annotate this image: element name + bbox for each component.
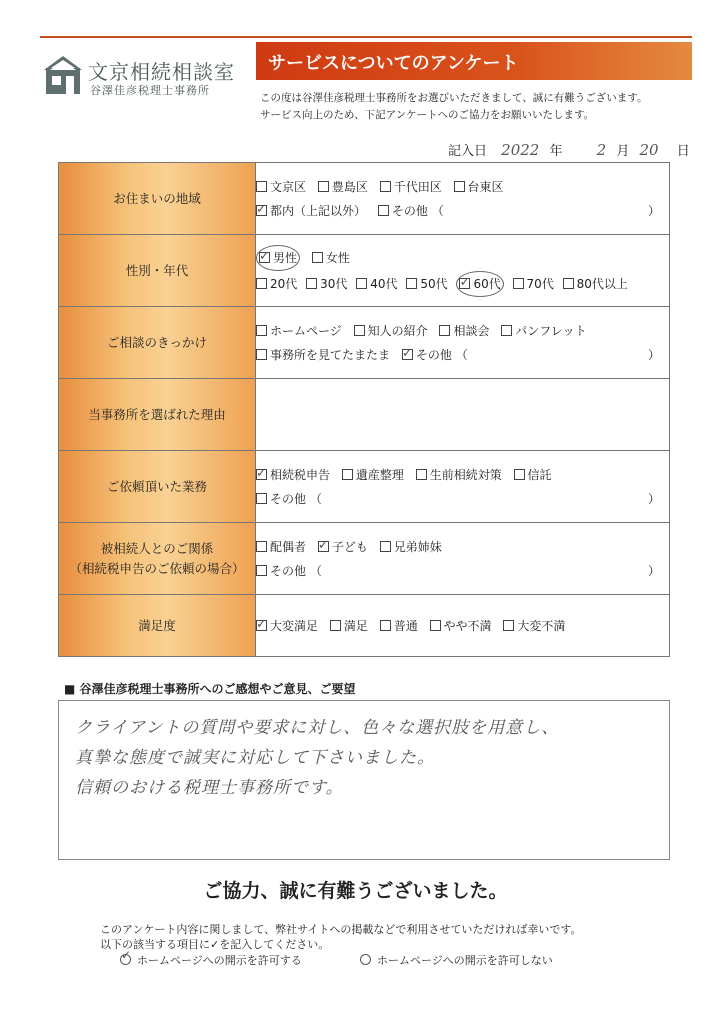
paren-close: ）	[648, 347, 661, 362]
checkbox[interactable]	[354, 325, 365, 336]
date-label: 記入日	[448, 144, 488, 159]
option-70s[interactable]: 70代	[513, 272, 554, 296]
day-label: 日	[676, 144, 690, 159]
option-bunkyo[interactable]: 文京区	[256, 175, 306, 199]
checkbox[interactable]	[380, 541, 391, 552]
option-chiyoda[interactable]: 千代田区	[380, 175, 442, 199]
option-neutral[interactable]: 普通	[380, 614, 418, 638]
option-tonai[interactable]: ✓都内（上記以外）	[256, 199, 366, 223]
checkbox[interactable]	[439, 325, 450, 336]
year-label: 年	[549, 144, 563, 159]
checkbox-checked[interactable]	[402, 349, 413, 360]
option-child[interactable]: ✓ 子ども	[318, 535, 368, 559]
option-sibling[interactable]: 兄弟姉妹	[380, 535, 442, 559]
checkbox-checked[interactable]	[318, 541, 329, 552]
option-50s[interactable]: 50代	[406, 272, 447, 296]
row-options	[256, 235, 670, 307]
month-label: 月	[616, 144, 630, 159]
checkbox[interactable]	[503, 620, 514, 631]
checkbox[interactable]	[378, 205, 389, 216]
intro-line: サービス向上のため、下記アンケートへのご協力をお願いいたします。	[260, 109, 595, 121]
option-pamphlet[interactable]: パンフレット	[501, 319, 586, 343]
consent-deny-label: ホームページへの開示を許可しない	[377, 954, 553, 967]
title-banner	[256, 42, 692, 80]
checkbox[interactable]	[416, 469, 427, 480]
reason-answer-field[interactable]	[256, 379, 670, 451]
row-label: ご相談のきっかけ	[59, 307, 256, 379]
option-80s-plus[interactable]: 80代以上	[563, 272, 628, 296]
checkbox[interactable]	[256, 565, 267, 576]
consent-allow[interactable]	[120, 952, 302, 968]
logo	[44, 54, 254, 102]
thanks-message: ご協力、誠に有難うございました。	[203, 880, 508, 902]
checkbox[interactable]	[256, 541, 267, 552]
checkbox[interactable]	[501, 325, 512, 336]
checkbox[interactable]	[256, 325, 267, 336]
checkbox[interactable]	[563, 278, 574, 289]
checkbox[interactable]	[256, 181, 267, 192]
checkbox[interactable]	[256, 349, 267, 360]
checkbox[interactable]	[356, 278, 367, 289]
row-label: お住まいの地域	[59, 163, 256, 235]
footer-note-line: 以下の該当する項目に✓を記入してください。	[100, 938, 330, 951]
option-seminar[interactable]: 相談会	[439, 319, 489, 343]
row-label: 満足度	[59, 595, 256, 657]
date-month[interactable]: 2	[596, 141, 607, 159]
survey-row-service	[59, 451, 670, 523]
checkbox[interactable]	[514, 469, 525, 480]
option-other[interactable]: ✓ その他 （	[402, 343, 468, 367]
paren-close: ）	[648, 491, 661, 506]
comment-line: 真摯な態度で誠実に対応して下さいました。	[75, 748, 435, 768]
comment-line: 信頼のおける税理士事務所です。	[75, 778, 344, 798]
option-taito[interactable]: 台東区	[454, 175, 504, 199]
checkbox[interactable]	[430, 620, 441, 631]
checkbox-checked[interactable]	[256, 620, 267, 631]
row-options	[256, 307, 670, 379]
option-40s[interactable]: 40代	[356, 272, 397, 296]
survey-row-reason	[59, 379, 670, 451]
option-other[interactable]: その他 （	[378, 199, 444, 223]
consent-deny-radio[interactable]	[360, 954, 371, 965]
paren-close: ）	[648, 203, 661, 218]
header-rule	[40, 36, 692, 38]
option-saw-office[interactable]: 事務所を見てたまたま	[256, 343, 390, 367]
option-referral[interactable]: 知人の紹介	[354, 319, 428, 343]
option-30s[interactable]: 30代	[306, 272, 347, 296]
option-estate[interactable]: 遺産整理	[342, 463, 404, 487]
comment-heading: ■ 谷澤佳彦税理士事務所へのご感想やご意見、ご要望	[64, 682, 356, 696]
row-label: ご依頼頂いた業務	[59, 451, 256, 523]
checkbox[interactable]	[380, 181, 391, 192]
checkbox[interactable]	[406, 278, 417, 289]
option-20s[interactable]: 20代	[256, 272, 297, 296]
comment-field[interactable]	[58, 700, 670, 860]
entry-date	[448, 140, 690, 159]
checkbox[interactable]	[318, 181, 329, 192]
checkbox[interactable]	[312, 252, 323, 263]
option-female[interactable]: 女性	[312, 246, 350, 270]
checkbox[interactable]	[342, 469, 353, 480]
consent-allow-label: ホームページへの開示を許可する	[137, 954, 302, 967]
row-label: 性別・年代	[59, 235, 256, 307]
survey-table	[58, 162, 670, 657]
row-options	[256, 595, 670, 657]
checkbox-checked[interactable]	[256, 205, 267, 216]
option-male[interactable]: ✓男性	[256, 245, 300, 271]
option-very-dissatisfied[interactable]: 大変不満	[503, 614, 565, 638]
checkbox[interactable]	[454, 181, 465, 192]
page-title: サービスについてのアンケート	[268, 53, 519, 74]
footer-note	[100, 922, 581, 952]
consent-deny[interactable]	[360, 952, 553, 968]
option-toshima[interactable]: 豊島区	[318, 175, 368, 199]
option-satisfied[interactable]: 満足	[330, 614, 368, 638]
option-other[interactable]: その他 （	[256, 559, 322, 583]
row-label	[59, 523, 256, 595]
checkbox[interactable]	[380, 620, 391, 631]
date-year[interactable]: 2022	[501, 141, 540, 159]
survey-row-satisfaction	[59, 595, 670, 657]
comment-line: クライアントの質問や要求に対し、色々な選択肢を用意し、	[75, 718, 560, 738]
row-label-sub: （相続税申告のご依頼の場合）	[69, 560, 245, 576]
row-label-main: 被相続人とのご関係	[100, 540, 214, 556]
option-trust[interactable]: 信託	[514, 463, 552, 487]
survey-row-trigger	[59, 307, 670, 379]
survey-row-gender-age	[59, 235, 670, 307]
checkbox-checked[interactable]	[259, 252, 270, 263]
logo-subtitle: 谷澤佳彦税理士事務所	[90, 84, 210, 97]
survey-row-area	[59, 163, 670, 235]
checkbox-checked[interactable]	[256, 469, 267, 480]
checkbox[interactable]	[256, 278, 267, 289]
intro-text	[260, 90, 647, 124]
option-60s[interactable]: ✓ 60代	[456, 271, 503, 297]
survey-row-relation	[59, 523, 670, 595]
consent-allow-radio[interactable]	[120, 954, 131, 965]
option-spouse[interactable]: 配偶者	[256, 535, 306, 559]
row-options	[256, 523, 670, 595]
logo-name: 文京相続相談室	[88, 60, 235, 84]
option-other[interactable]: その他 （	[256, 487, 322, 511]
option-planning[interactable]: 生前相続対策	[416, 463, 502, 487]
checkbox[interactable]	[256, 493, 267, 504]
footer-note-line: このアンケート内容に関しまして、弊社サイトへの掲載などで利用させていただければ幸いです。	[100, 923, 582, 936]
option-somewhat-dissatisfied[interactable]: やや不満	[430, 614, 492, 638]
intro-line: この度は谷澤佳彦税理士事務所をお選びいただきまして、誠に有難うございます。	[260, 92, 648, 104]
date-day[interactable]: 20	[639, 141, 659, 159]
checkbox[interactable]	[513, 278, 524, 289]
option-very-satisfied[interactable]: ✓ 大変満足	[256, 614, 318, 638]
option-inheritance-tax[interactable]: ✓相続税申告	[256, 463, 330, 487]
row-label: 当事務所を選ばれた理由	[59, 379, 256, 451]
option-homepage[interactable]: ホームページ	[256, 319, 342, 343]
row-options	[256, 451, 670, 523]
row-options	[256, 163, 670, 235]
checkbox[interactable]	[330, 620, 341, 631]
paren-close: ）	[648, 563, 661, 578]
house-logo-icon	[44, 54, 82, 94]
checkbox[interactable]	[306, 278, 317, 289]
checkbox-checked[interactable]	[459, 278, 470, 289]
